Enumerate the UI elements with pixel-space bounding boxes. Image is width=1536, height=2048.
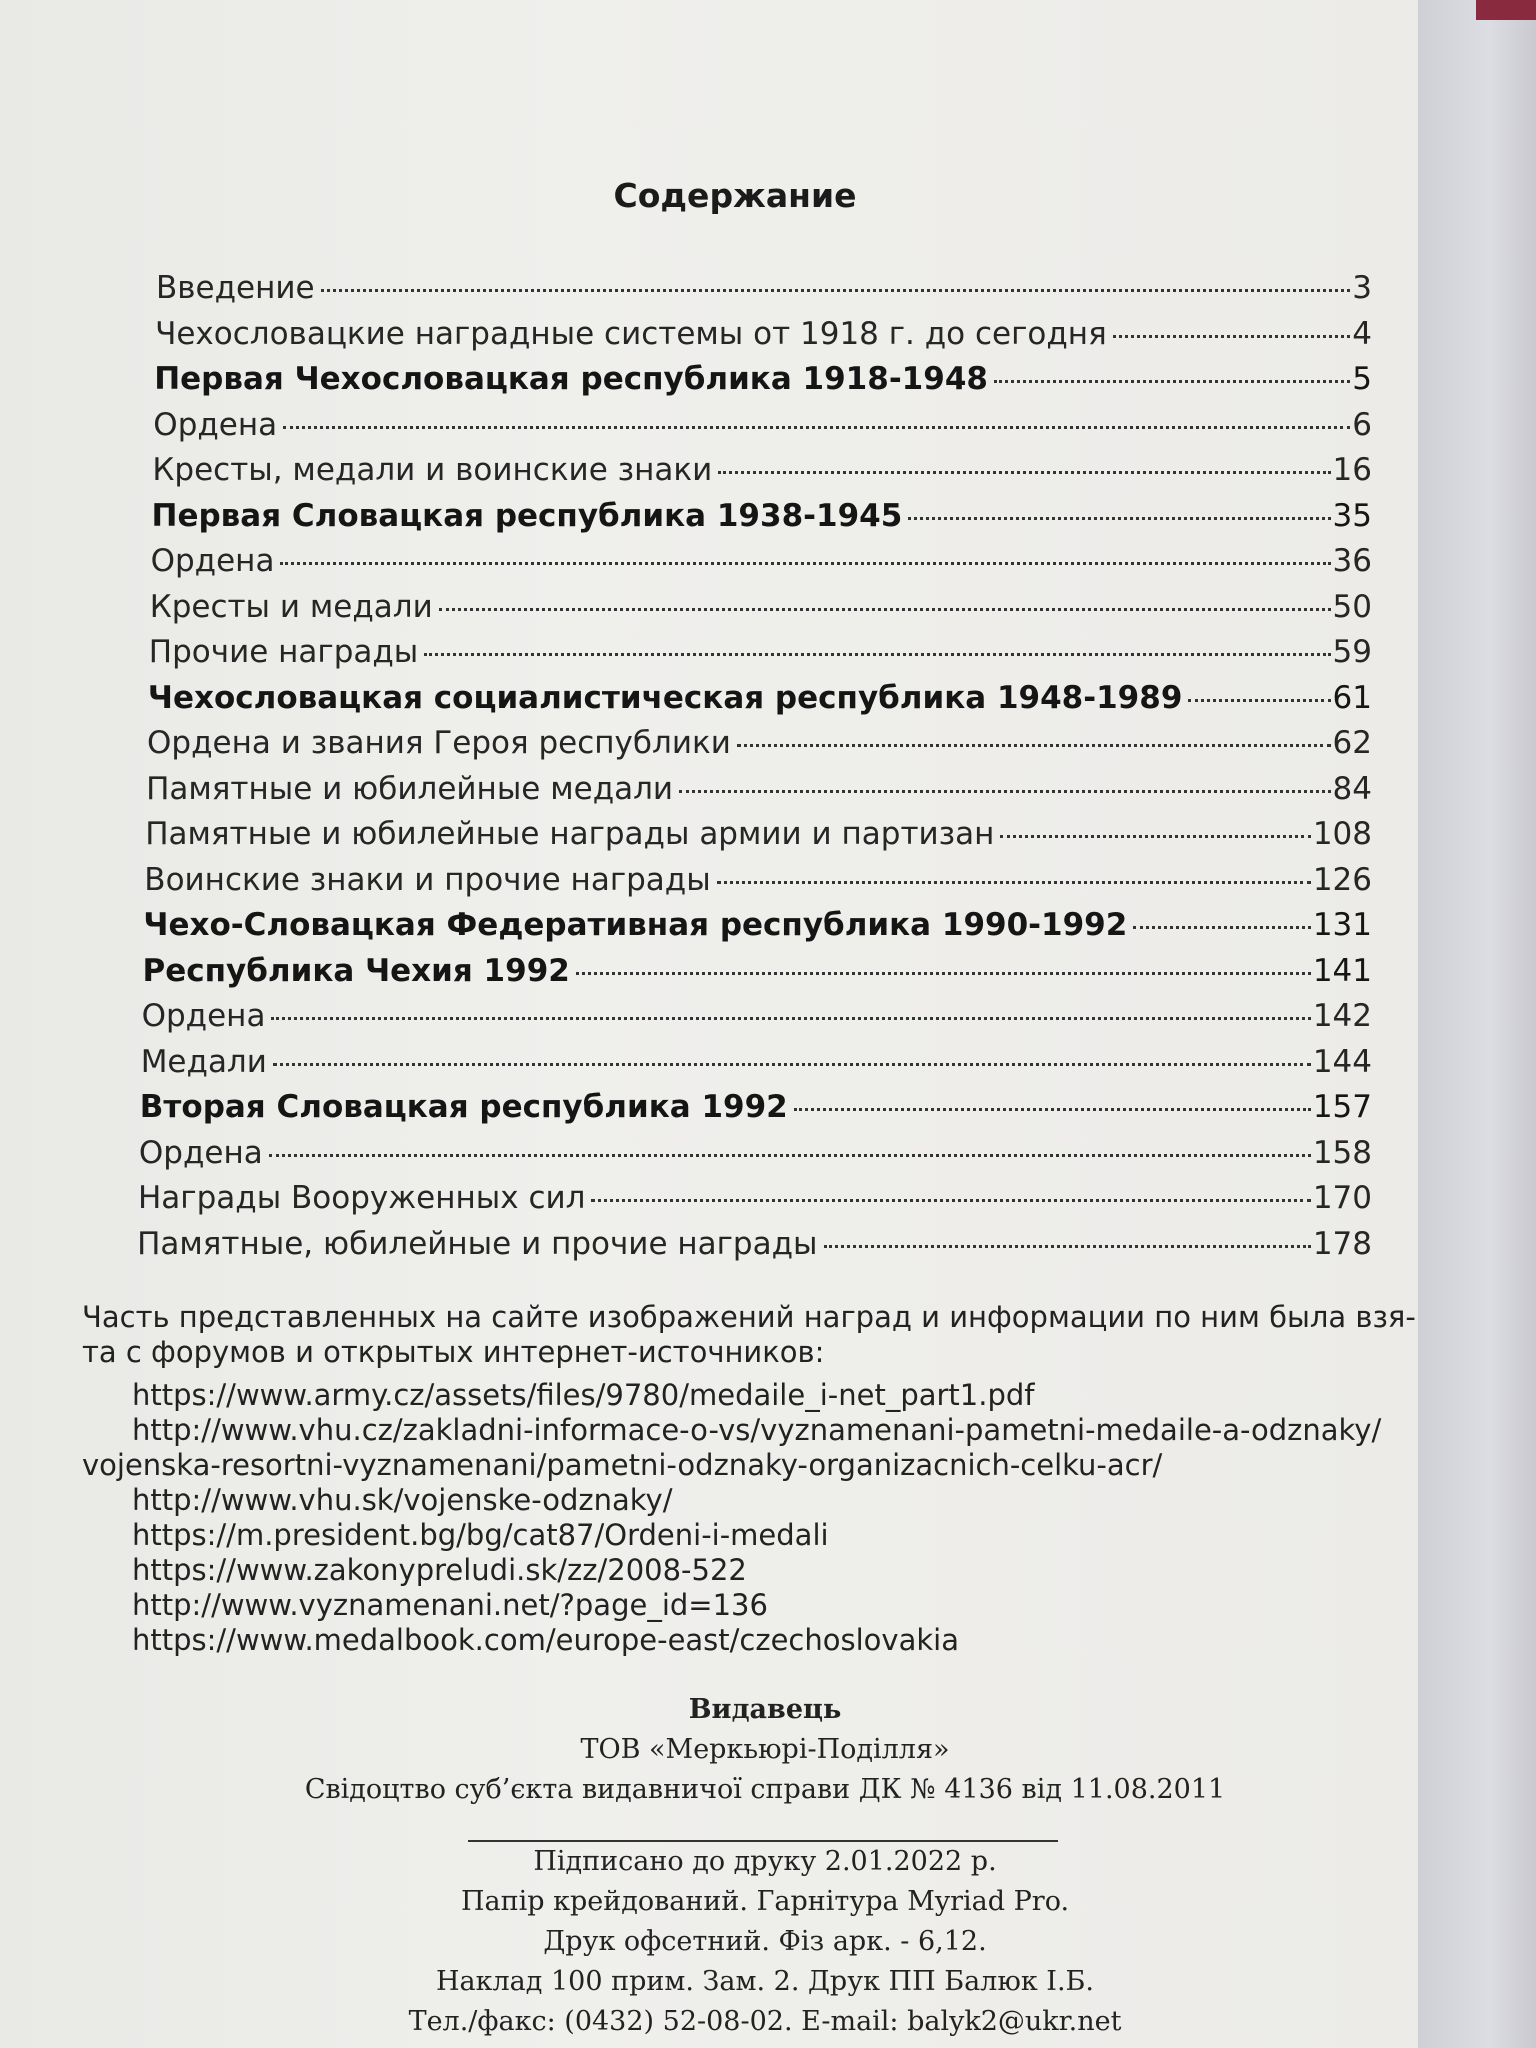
toc-entry xyxy=(156,270,1372,306)
toc-entry xyxy=(139,1135,1372,1171)
toc-entry-page: 142 xyxy=(1312,998,1372,1034)
toc-entry-title: Ордена xyxy=(153,406,278,443)
toc-entry xyxy=(144,862,1372,898)
toc-leader-dots xyxy=(1113,335,1351,338)
toc-entry-page: 141 xyxy=(1312,952,1372,989)
sources-note xyxy=(82,1300,1422,1370)
toc-entry-title: Памятные и юбилейные медали xyxy=(146,770,674,807)
toc-entry-page: 108 xyxy=(1312,816,1372,852)
source-link: https://m.president.bg/bg/cat87/Ordeni-i-medali xyxy=(132,1518,829,1552)
source-link: http://www.vyznamenani.net/?page_id=136 xyxy=(132,1588,768,1622)
toc-entry-title: Первая Чехословацкая республика 1918-1948 xyxy=(154,361,988,397)
toc-entry-page: 59 xyxy=(1332,634,1372,670)
source-link: vojenska-resortni-vyznamenani/pametni-odznaky-organizacnich-celku-acr/ xyxy=(82,1448,1163,1482)
page-edge xyxy=(1418,0,1536,2048)
toc-entry-page: 157 xyxy=(1312,1089,1372,1125)
toc-entry-title: Кресты и медали xyxy=(149,588,433,625)
toc-entry-title: Ордена xyxy=(141,998,266,1034)
toc-entry xyxy=(154,361,1372,397)
toc-entry xyxy=(147,725,1372,761)
toc-leader-dots xyxy=(824,1245,1311,1248)
toc-entry xyxy=(140,1089,1372,1125)
toc-entry-page: 178 xyxy=(1312,1225,1372,1262)
toc-entry-page: 84 xyxy=(1332,770,1372,807)
toc-entry-title: Ордена и звания Героя республики xyxy=(147,725,731,761)
toc-entry xyxy=(152,452,1372,488)
toc-leader-dots xyxy=(424,653,1330,656)
toc-entry-title: Ордена xyxy=(138,1134,263,1171)
source-link: https://www.zakonypreludi.sk/zz/2008-522 xyxy=(132,1553,747,1587)
toc-entry-page: 3 xyxy=(1352,270,1372,306)
toc-entry xyxy=(155,316,1372,352)
toc-entry xyxy=(145,816,1372,852)
toc-leader-dots xyxy=(283,426,1350,429)
toc-entry-page: 35 xyxy=(1332,497,1372,534)
toc-entry-title: Чехословацкая социалистическая республика 1948-1989 xyxy=(147,679,1183,716)
source-link: http://www.vhu.cz/zakladni-informace-o-vs/vyznamenani-pametni-medaile-a-odznaky/ xyxy=(132,1413,1382,1447)
toc-entry-page: 126 xyxy=(1312,861,1372,898)
publisher-name: ТОВ «Меркьюрі-Поділля» xyxy=(580,1734,950,1765)
toc-entry-title: Введение xyxy=(156,270,315,306)
print-paper: Папір крейдований. Гарнітура Myriad Pro. xyxy=(460,1886,1070,1917)
toc-entry-title: Вторая Словацкая республика 1992 xyxy=(139,1089,788,1125)
toc-entry-page: 6 xyxy=(1352,406,1372,443)
toc-title: Содержание xyxy=(613,176,857,215)
toc-entry xyxy=(150,589,1372,625)
toc-leader-dots xyxy=(269,1154,1311,1157)
toc-entry-page: 62 xyxy=(1332,725,1372,761)
toc-entry-page: 4 xyxy=(1352,315,1372,352)
toc-leader-dots xyxy=(576,972,1311,975)
toc-entry xyxy=(143,907,1372,943)
publisher-block xyxy=(0,1690,1530,1810)
toc-entry-title: Чехо-Словацкая Федеративная республика 1990-1992 xyxy=(143,907,1128,943)
toc-entry-page: 144 xyxy=(1312,1043,1372,1080)
toc-leader-dots xyxy=(280,562,1330,565)
toc-entry-page: 61 xyxy=(1332,679,1372,716)
toc-leader-dots xyxy=(717,881,1311,884)
toc-entry-title: Первая Словацкая республика 1938-1945 xyxy=(151,497,903,534)
toc-leader-dots xyxy=(1000,835,1310,838)
toc-leader-dots xyxy=(718,471,1330,474)
toc-entry-title: Памятные, юбилейные и прочие награды xyxy=(137,1225,818,1262)
source-links xyxy=(82,1378,1432,1658)
toc-leader-dots xyxy=(1188,699,1330,702)
toc-leader-dots xyxy=(321,289,1351,292)
note-line: та с форумов и открытых интернет-источников: xyxy=(82,1335,825,1369)
toc-leader-dots xyxy=(591,1199,1310,1202)
toc-entry xyxy=(151,543,1372,579)
toc-entry-page: 16 xyxy=(1332,452,1372,488)
publisher-heading: Видавець xyxy=(688,1694,842,1725)
toc-entry-title: Чехословацкие наградные системы от 1918 г. до сегодня xyxy=(155,315,1107,352)
note-line: Часть представленных на сайте изображений наград и информации по ним была взя- xyxy=(82,1300,1416,1334)
print-details xyxy=(0,1842,1530,2042)
toc-entry-title: Ордена xyxy=(150,543,275,579)
toc-entry xyxy=(141,1044,1372,1080)
toc-entry xyxy=(148,680,1372,716)
print-contact: Тел./факс: (0432) 52-08-02. E-mail: balyk2@ukr.net xyxy=(408,2006,1122,2037)
toc-entry-page: 170 xyxy=(1312,1180,1372,1216)
toc-entry-page: 158 xyxy=(1312,1134,1372,1171)
toc-leader-dots xyxy=(439,608,1331,611)
publisher-certificate: Свідоцтво суб’єкта видавничої справи ДК № 4136 від 11.08.2011 xyxy=(304,1774,1226,1805)
source-link: http://www.vhu.sk/vojenske-odznaky/ xyxy=(132,1483,673,1517)
toc-entry xyxy=(153,407,1372,443)
toc-entry-title: Памятные и юбилейные награды армии и партизан xyxy=(145,816,995,852)
toc-leader-dots xyxy=(994,380,1350,383)
print-signed: Підписано до друку 2.01.2022 р. xyxy=(533,1846,997,1877)
toc-entry-title: Награды Вооруженных сил xyxy=(138,1180,586,1216)
print-run: Наклад 100 прим. Зам. 2. Друк ПП Балюк І.Б. xyxy=(436,1966,1094,1997)
toc-entry-page: 131 xyxy=(1312,907,1372,943)
toc-entry-page: 5 xyxy=(1352,361,1372,397)
source-link: https://www.medalbook.com/europe-east/czechoslovakia xyxy=(132,1623,959,1657)
toc-entry-title: Прочие награды xyxy=(148,634,419,670)
toc-leader-dots xyxy=(679,790,1330,793)
toc-entry-page: 50 xyxy=(1332,588,1372,625)
toc-entry xyxy=(137,1226,1372,1262)
source-link: https://www.army.cz/assets/files/9780/medaile_i-net_part1.pdf xyxy=(132,1378,1035,1412)
toc-entry-title: Республика Чехия 1992 xyxy=(142,952,570,989)
toc-entry-page: 36 xyxy=(1332,543,1372,579)
toc-entry xyxy=(146,771,1372,807)
toc-entry xyxy=(138,1180,1372,1216)
toc-entry xyxy=(143,953,1373,989)
toc-entry xyxy=(149,634,1372,670)
toc-leader-dots xyxy=(271,1017,1310,1020)
toc-entry-title: Кресты, медали и воинские знаки xyxy=(152,452,713,488)
toc-leader-dots xyxy=(1133,926,1311,929)
toc-leader-dots xyxy=(794,1108,1311,1111)
toc-leader-dots xyxy=(908,517,1330,520)
toc-entry-title: Воинские знаки и прочие награды xyxy=(144,861,711,898)
toc-entry-title: Медали xyxy=(140,1043,267,1080)
print-method: Друк офсетний. Фіз арк. - 6,12. xyxy=(543,1926,987,1957)
cover-corner xyxy=(1476,0,1536,20)
toc-leader-dots xyxy=(737,744,1331,747)
toc-leader-dots xyxy=(273,1063,1311,1066)
toc-entry xyxy=(152,498,1373,534)
toc-entry xyxy=(142,998,1372,1034)
